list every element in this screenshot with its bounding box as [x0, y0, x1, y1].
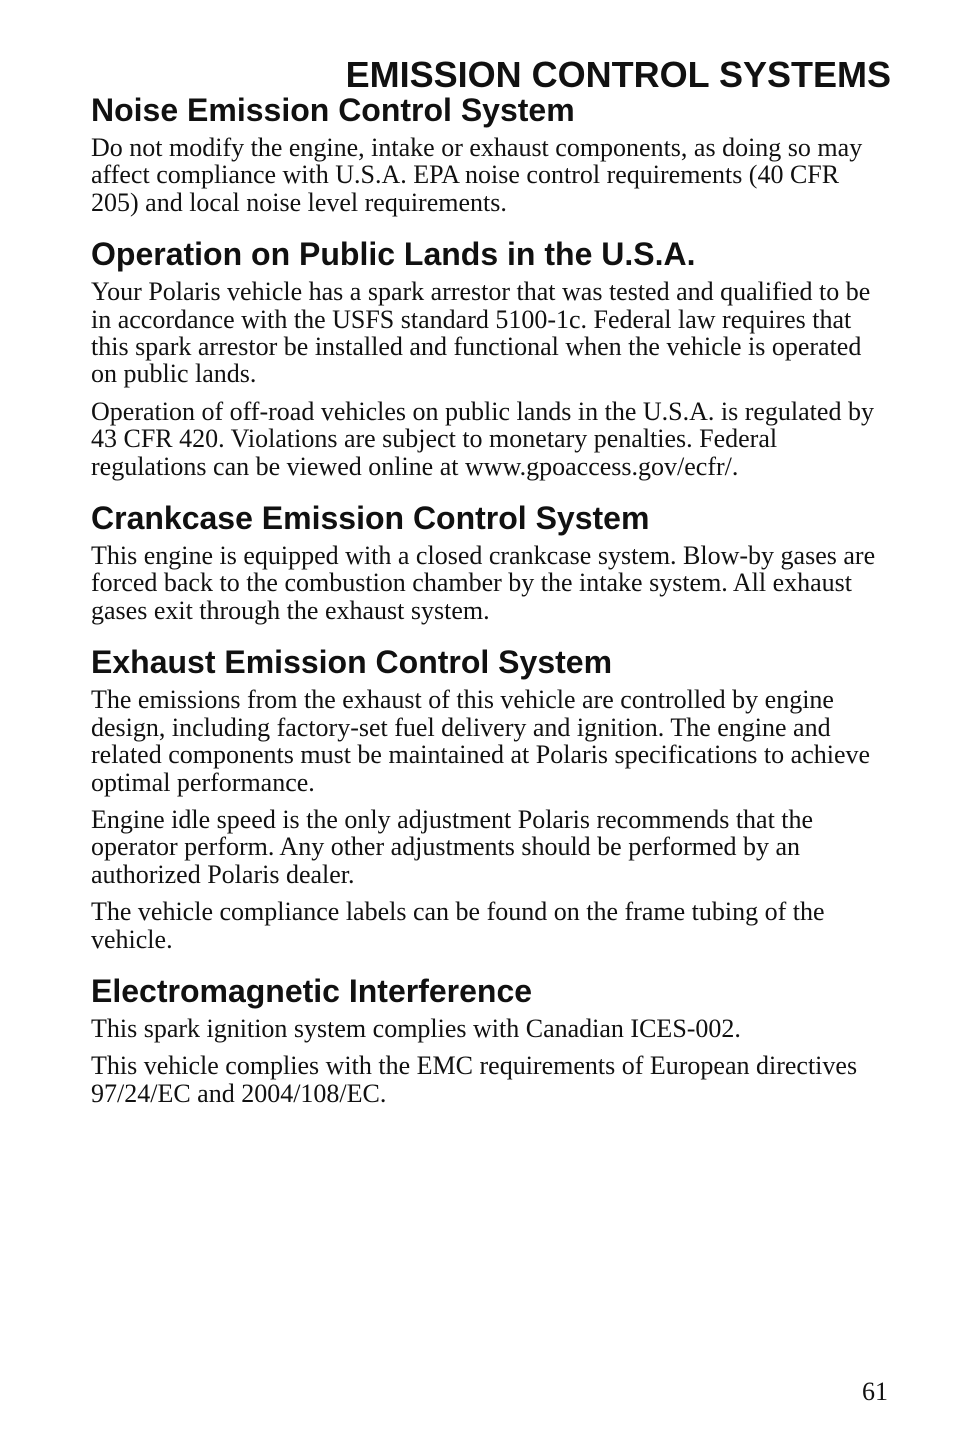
section-noise-emission [91, 90, 891, 216]
paragraph: Your Polaris vehicle has a spark arrestor that was tested and qualified to be in accordance with the USFS standard 5100-1c. Federal law requires that this spark arrestor be installed and functional when the vehicle is operated on public lands. [91, 277, 871, 389]
section-heading: Operation on Public Lands in the U.S.A. [91, 236, 696, 273]
paragraph: Engine idle speed is the only adjustment Polaris recommends that the operator perform. Any other adjustments should be performed by an authorized Polaris dealer. [91, 804, 814, 889]
section-public-lands [91, 234, 891, 480]
paragraph: This vehicle complies with the EMC requirements of European directives 97/24/EC and 2004/108/EC. [91, 1051, 858, 1108]
section-heading: Noise Emission Control System [91, 92, 575, 128]
paragraph: This spark ignition system complies with Canadian ICES-002. [91, 1013, 741, 1043]
section-electromagnetic-interference [91, 971, 891, 1107]
section-heading: Exhaust Emission Control System [91, 644, 613, 681]
section-exhaust-emission [91, 642, 891, 953]
section-crankcase-emission [91, 498, 891, 624]
document-page [91, 54, 891, 1117]
paragraph: The emissions from the exhaust of this vehicle are controlled by engine design, including factory-set fuel delivery and ignition. The engine and related components must be maintained at Polaris specifications to achieve optimal performance. [91, 685, 871, 797]
section-heading: Electromagnetic Interference [91, 972, 533, 1009]
page-title: EMISSION CONTROL SYSTEMS [345, 54, 891, 95]
section-heading: Crankcase Emission Control System [91, 500, 650, 537]
paragraph: Do not modify the engine, intake or exhaust components, as doing so may affect compliance with U.S.A. EPA noise control requirements (40 CFR 205) and local noise level requirements. [91, 133, 863, 217]
page-number: 61 [862, 1377, 888, 1406]
paragraph: Operation of off-road vehicles on public lands in the U.S.A. is regulated by 43 CFR 420. Violations are subject to monetary penalties. Federal regulations can be viewed online at www.gpoaccess.gov/ecfr/. [91, 396, 874, 481]
paragraph: This engine is equipped with a closed crankcase system. Blow-by gases are forced back to the combustion chamber by the intake system. All exhaust gases exit through the exhaust system. [91, 541, 876, 625]
paragraph: The vehicle compliance labels can be found on the frame tubing of the vehicle. [91, 897, 825, 954]
